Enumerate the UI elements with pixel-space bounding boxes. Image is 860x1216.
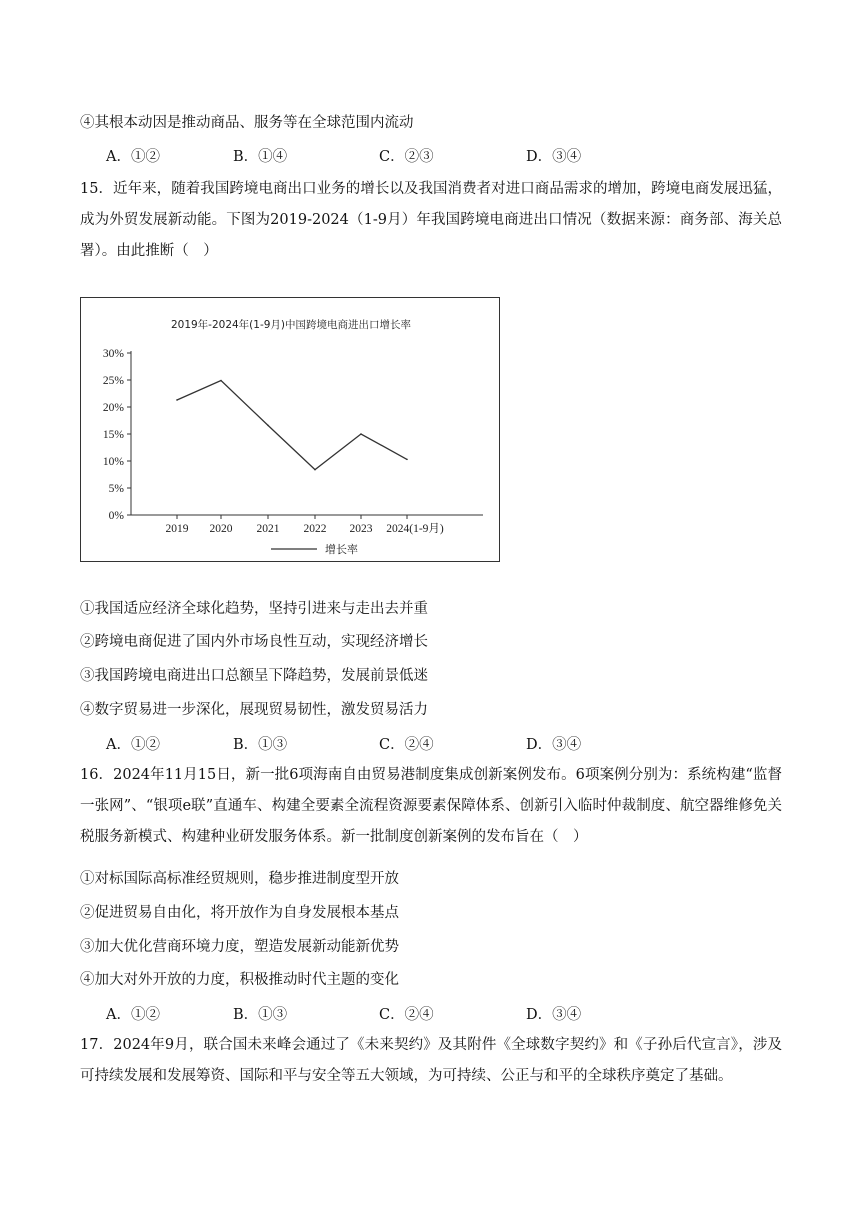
q14-option-4: ④其根本动因是推动商品、服务等在全球范围内流动: [80, 115, 414, 131]
data-point: [176, 399, 178, 401]
q15-option-1: ①我国适应经济全球化趋势，坚持引进来与走出去并重: [80, 601, 428, 617]
chart-title: 2019年-2024年(1-9月)中国跨境电商进出口增长率: [170, 319, 412, 331]
y-tick-label: 30%: [102, 348, 124, 360]
q14-answer-d: D．③④: [526, 149, 582, 165]
y-tick-label: 5%: [108, 483, 124, 495]
q16-answer-row: [106, 1003, 706, 1025]
x-tick-label: 2023: [349, 523, 373, 535]
q15-answer-c: C．②④: [379, 737, 434, 753]
data-point: [360, 433, 362, 435]
legend-label: 增长率: [325, 543, 358, 556]
y-tick-label: 25%: [102, 375, 124, 387]
q14-answer-row: [106, 145, 706, 167]
data-point: [406, 459, 408, 461]
q16-option-2: ②促进贸易自由化，将开放作为自身发展根本基点: [80, 905, 399, 921]
q16-option-3: ③加大优化营商环境力度，塑造发展新动能新优势: [80, 939, 399, 955]
q16-option-4: ④加大对外开放的力度，积极推动时代主题的变化: [80, 972, 399, 988]
x-tick-label: 2019: [165, 523, 189, 535]
x-tick-label: 2020: [209, 523, 233, 535]
data-point: [314, 469, 316, 471]
q15-option-2: ②跨境电商促进了国内外市场良性互动，实现经济增长: [80, 634, 428, 650]
q15-option-3: ③我国跨境电商进出口总额呈下降趋势，发展前景低迷: [80, 668, 428, 684]
y-tick-label: 0%: [108, 510, 124, 522]
q15-answer-a: A．①②: [106, 737, 160, 753]
q16-answer-a: A．①②: [106, 1007, 160, 1023]
q14-answer-b: B．①④: [233, 149, 288, 165]
y-tick-label: 10%: [102, 456, 124, 468]
growth-rate-chart: [80, 297, 500, 562]
q14-answer-a: A．①②: [106, 149, 160, 165]
y-tick-label: 15%: [102, 429, 124, 441]
y-tick-label: 20%: [102, 402, 124, 414]
x-tick-label: 2024(1-9月): [386, 523, 444, 535]
q15-option-4: ④数字贸易进一步深化，展现贸易韧性，激发贸易活力: [80, 702, 428, 718]
q15-stem: 15．近年来，随着我国跨境电商出口业务的增长以及我国消费者对进口商品需求的增加，跨境电商发展迅猛，成为外贸发展新动能。下图为2019-2024（1-9月）年我国跨境电商进出口情况（数据来源：商务部、海关总署）。由此推断（ ）: [80, 181, 782, 259]
q15-answer-row: [106, 733, 706, 755]
q16-stem: 16．2024年11月15日，新一批6项海南自由贸易港制度集成创新案例发布。6项案例分别为：系统构建“监督一张网”、“银项e联”直通车、构建全要素全流程资源要素保障体系、创新引入临时仲裁制度、航空器维修免关税服务新模式、构建种业研发服务体系。新一批制度创新案例的发布旨在（ ）: [80, 767, 782, 845]
chart-canvas: [81, 298, 501, 563]
q14-answer-c: C．②③: [379, 149, 434, 165]
q16-option-1: ①对标国际高标准经贸规则，稳步推进制度型开放: [80, 871, 399, 887]
q16-answer-d: D．③④: [526, 1007, 582, 1023]
data-point: [220, 380, 222, 382]
x-tick-label: 2021: [256, 523, 280, 535]
q16-answer-c: C．②④: [379, 1007, 434, 1023]
q15-answer-b: B．①③: [233, 737, 288, 753]
q15-answer-d: D．③④: [526, 737, 582, 753]
series-line-growth-rate: [177, 381, 407, 470]
q17-stem: 17．2024年9月，联合国未来峰会通过了《未来契约》及其附件《全球数字契约》和《子孙后代宣言》，涉及可持续发展和发展筹资、国际和平与安全等五大领域，为可持续、公正与和平的全球秩序奠定了基础。: [80, 1037, 782, 1084]
data-point: [267, 425, 269, 427]
x-tick-label: 2022: [303, 523, 327, 535]
q16-answer-b: B．①③: [233, 1007, 288, 1023]
